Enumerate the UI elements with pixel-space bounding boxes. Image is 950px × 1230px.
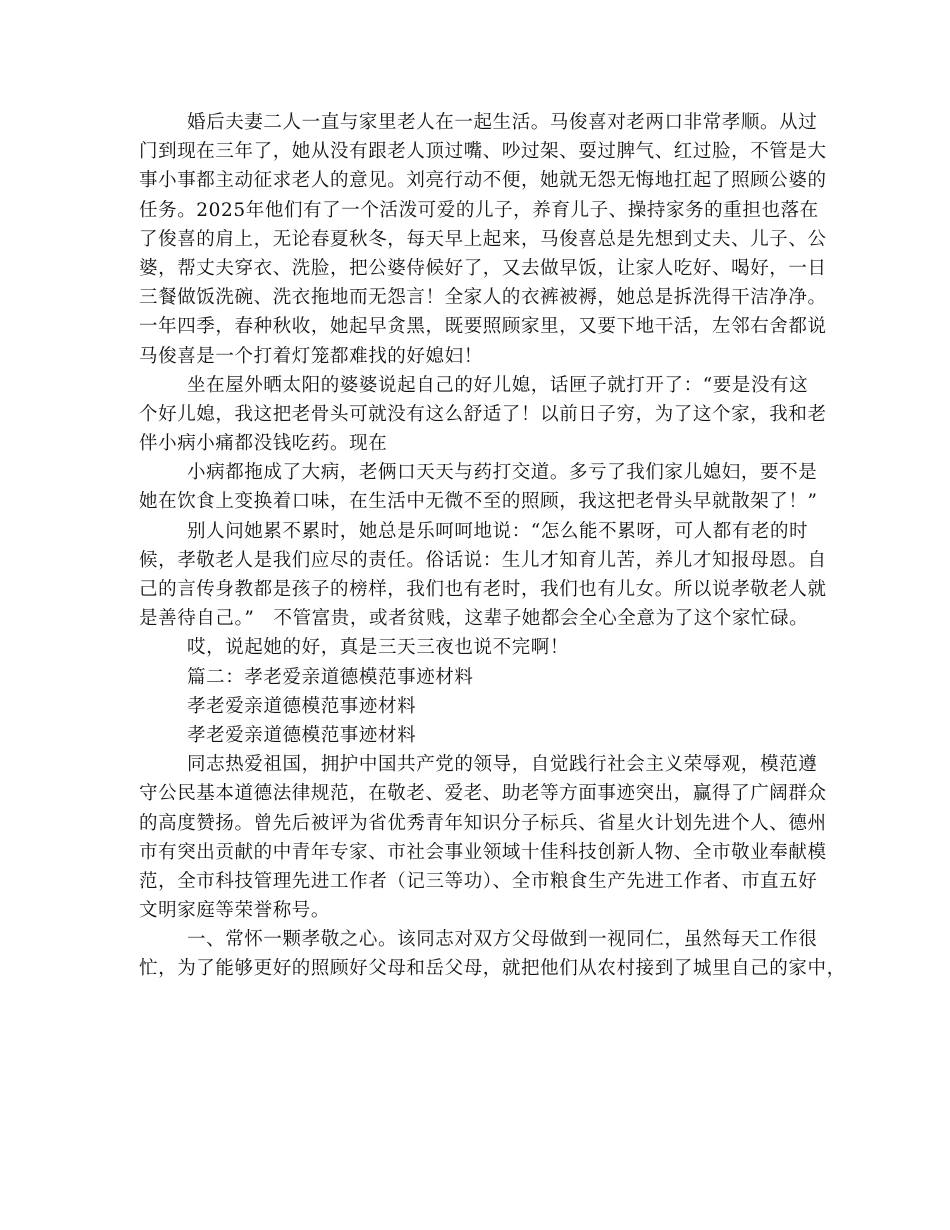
text-line: 的高度赞扬。曾先后被评为省优秀青年知识分子标兵、省星火计划先进个人、德州: [139, 812, 827, 834]
section-title: 孝老爱亲道德模范事迹材料: [187, 695, 417, 717]
text-line: 市有突出贡献的中青年专家、市社会事业领域十佳科技创新人物、全市敬业奉献模: [139, 841, 827, 863]
text-line: 三餐做饭洗碗、洗衣拖地而无怨言！全家人的衣裤被褥，她总是拆洗得干洁净净。: [139, 287, 827, 309]
text-line: 守公民基本道德法律规范，在敬老、爱老、助老等方面事迹突出，赢得了广阔群众: [139, 783, 827, 805]
text-line: 同志热爱祖国，拥护中国共产党的领导，自觉践行社会主义荣辱观，模范遵: [187, 754, 818, 776]
text-line: 伴小病小痛都没钱吃药。现在: [139, 433, 388, 455]
text-line: 范，全市科技管理先进工作者（记三等功）、全市粮食生产先进工作者、市直五好: [139, 870, 818, 892]
text-line: 小病都拖成了大病，老俩口天天与药打交道。多亏了我们家儿媳妇，要不是: [187, 462, 818, 484]
text-line: 门到现在三年了，她从没有跟老人顶过嘴、吵过架、耍过脾气、红过脸，不管是大: [139, 141, 827, 163]
text-line: 文明家庭等荣誉称号。: [139, 900, 331, 922]
text-line: 婆，帮丈夫穿衣、洗脸，把公婆侍候好了，又去做早饭，让家人吃好、喝好，一日: [139, 257, 827, 279]
section-title: 孝老爱亲道德模范事迹材料: [187, 724, 417, 746]
text-line: 坐在屋外晒太阳的婆婆说起自己的好儿媳，话匣子就打开了：“要是没有这: [187, 374, 809, 396]
text-line: 忙，为了能够更好的照顾好父母和岳父母，就把他们从农村接到了城里自己的家中，: [139, 958, 846, 980]
text-line: 她在饮食上变换着口味，在生活中无微不至的照顾，我这把老骨头早就散架了！”: [139, 491, 818, 513]
text-line: 哎，说起她的好，真是三天三夜也说不完啊！: [187, 637, 570, 659]
document-body: [139, 108, 846, 984]
text-line: 个好儿媳，我这把老骨头可就没有这么舒适了！以前日子穷，为了这个家，我和老: [139, 403, 827, 425]
text-line: 任务。2025年他们有了一个活泼可爱的儿子，养育儿子、操持家务的重担也落在: [139, 199, 819, 221]
text-line: 马俊喜是一个打着灯笼都难找的好媳妇！: [139, 345, 483, 367]
text-line: 候，孝敬老人是我们应尽的责任。俗话说：生儿才知育儿苦，养儿才知报母恩。自: [139, 549, 827, 571]
text-line: 己的言传身教都是孩子的榜样，我们也有老时，我们也有儿女。所以说孝敬老人就: [139, 579, 827, 600]
text-line: 一、常怀一颗孝敬之心。该同志对双方父母做到一视同仁，虽然每天工作很: [187, 929, 818, 951]
text-line: 了俊喜的肩上，无论春夏秋冬，每天早上起来，马俊喜总是先想到丈夫、儿子、公: [139, 228, 827, 250]
text-line: 事小事都主动征求老人的意见。刘亮行动不便，她就无怨无悔地扛起了照顾公婆的: [139, 170, 827, 192]
section-heading: 篇二：孝老爱亲道德模范事迹材料: [187, 666, 474, 688]
text-line: 一年四季，春种秋收，她起早贪黑，既要照顾家里，又要下地干活，左邻右舍都说: [139, 316, 827, 338]
text-line: 别人问她累不累时，她总是乐呵呵地说：“怎么能不累呀，可人都有老的时: [187, 520, 809, 542]
text-line: 婚后夫妻二人一直与家里老人在一起生活。马俊喜对老两口非常孝顺。从过: [187, 112, 818, 133]
text-line: 是善待自己。” 不管富贵，或者贫贱，这辈子她都会全心全意为了这个家忙碌。: [139, 608, 809, 630]
